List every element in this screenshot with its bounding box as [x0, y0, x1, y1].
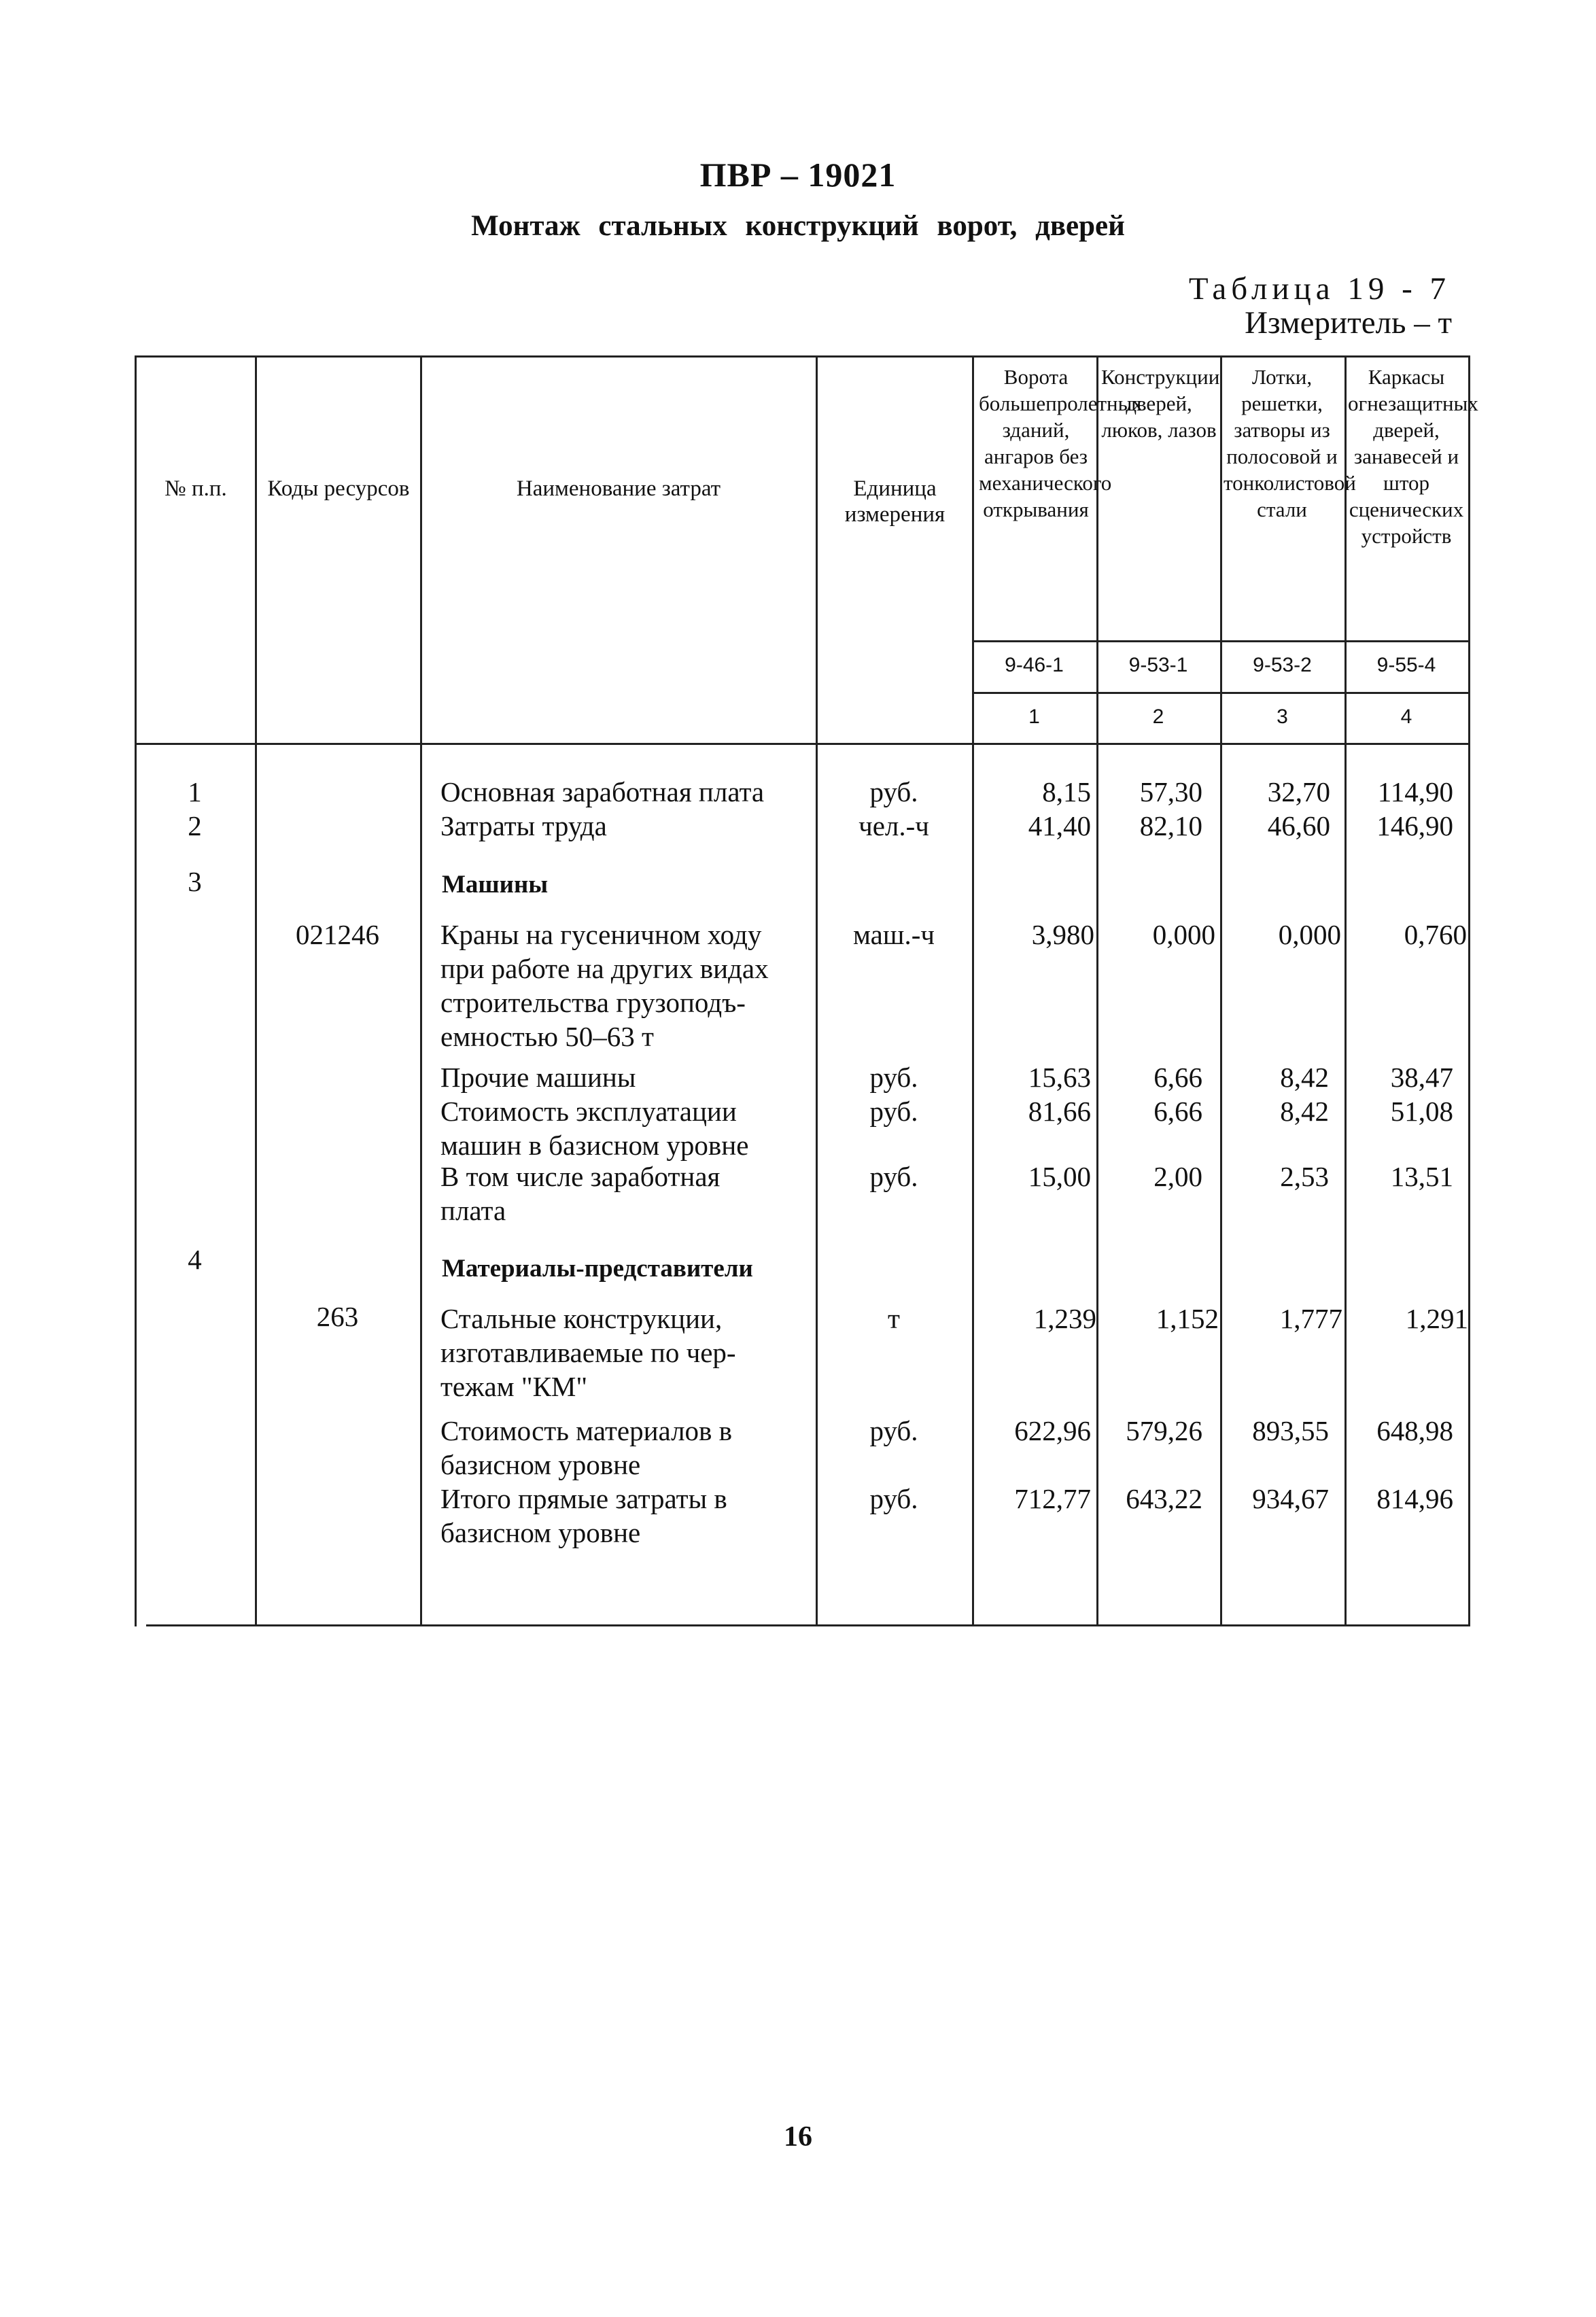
header-col-3-code: 9-53-2	[1253, 654, 1312, 676]
machine-wage-name-line-1: В том числе заработная	[440, 1161, 721, 1192]
steel-unit: т	[888, 1303, 900, 1334]
crane-name	[440, 918, 821, 1053]
table-top-border	[135, 355, 1470, 358]
row-2-unit: чел.-ч	[858, 810, 929, 841]
header-num: № п.п.	[164, 476, 227, 501]
header-col-4-title: Каркасы огнезащитных дверей, занавесей и штор сценических устройств	[1348, 365, 1478, 548]
other-machines-val-3: 8,42	[1280, 1062, 1329, 1093]
section-materials: Материалы-представители	[442, 1255, 753, 1283]
machine-wage-val-2: 2,00	[1153, 1161, 1202, 1192]
header-col-4-index: 4	[1400, 705, 1412, 728]
machine-cost-val-1: 81,66	[1028, 1096, 1091, 1127]
steel-name-line-3: тежам "КМ"	[440, 1371, 588, 1402]
other-machines-val-1: 15,63	[1028, 1062, 1091, 1093]
header-col-1-title: Ворота большепролетных зданий, ангаров без механического открывания	[979, 365, 1143, 521]
crane-val-2: 0,000	[1152, 919, 1215, 950]
other-machines-name: Прочие машины	[440, 1062, 636, 1093]
header-col-3-title: Лотки, решетки, затворы из полосовой и тонколистовой стали	[1224, 365, 1356, 521]
materials-cost-val-2: 579,26	[1126, 1415, 1202, 1446]
crane-name-line-3: строительства грузоподъ-	[440, 987, 746, 1018]
crane-name-line-2: при работе на других видах	[440, 953, 769, 984]
crane-val-3: 0,000	[1278, 919, 1341, 950]
machine-wage-name-line-2: плата	[440, 1195, 506, 1226]
crane-unit: маш.-ч	[853, 919, 935, 950]
steel-val-2: 1,152	[1156, 1303, 1219, 1334]
row-2-val-2: 82,10	[1139, 810, 1202, 841]
header-col-2-index: 2	[1152, 705, 1164, 728]
steel-val-4: 1,291	[1405, 1303, 1468, 1334]
col-border-codes	[420, 355, 422, 1626]
row-1-unit: руб.	[869, 776, 918, 807]
header-col-3-index: 3	[1277, 705, 1288, 728]
other-machines-val-4: 38,47	[1390, 1062, 1453, 1093]
total-direct-cost-val-4: 814,96	[1376, 1483, 1453, 1514]
total-direct-cost-val-1: 712,77	[1014, 1483, 1091, 1514]
document-code: ПВР – 19021	[699, 156, 897, 194]
row-2-num: 2	[188, 810, 202, 841]
header-unit: Единица измерения	[844, 476, 946, 527]
materials-cost-name-line-2: базисном уровне	[440, 1449, 641, 1480]
page-number: 16	[784, 2121, 812, 2153]
section-machines: Машины	[442, 871, 549, 899]
machine-cost-name-line-1: Стоимость эксплуатации	[440, 1096, 737, 1127]
total-direct-cost-name-line-1: Итого прямые затраты в	[440, 1483, 727, 1514]
machine-cost-val-3: 8,42	[1280, 1096, 1329, 1127]
row-1-val-1: 8,15	[1042, 776, 1091, 807]
table-number: Таблица 19 - 7	[1188, 271, 1451, 307]
machine-cost-name	[440, 1094, 808, 1162]
row-1-val-4: 114,90	[1377, 776, 1453, 807]
row-2-val-1: 41,40	[1028, 810, 1091, 841]
materials-cost-name	[440, 1414, 808, 1482]
total-direct-cost-unit: руб.	[869, 1483, 918, 1514]
row-1-val-3: 32,70	[1267, 776, 1330, 807]
row-1-name: Основная заработная плата	[440, 776, 765, 807]
col-border-right	[1468, 355, 1470, 1626]
machine-wage-val-1: 15,00	[1028, 1161, 1091, 1192]
document-title: Монтаж стальных конструкций ворот, дверей	[471, 210, 1125, 242]
row-2-name: Затраты труда	[440, 810, 607, 841]
row-1-num: 1	[188, 776, 202, 807]
machine-wage-val-3: 2,53	[1280, 1161, 1329, 1192]
materials-cost-val-4: 648,98	[1376, 1415, 1453, 1446]
steel-code: 263	[316, 1301, 359, 1332]
materials-cost-val-3: 893,55	[1252, 1415, 1329, 1446]
materials-cost-name-line-1: Стоимость материалов в	[440, 1415, 732, 1446]
header-col-4-code: 9-55-4	[1376, 654, 1436, 676]
total-direct-cost-name	[440, 1482, 808, 1550]
steel-name-line-2: изготавливаемые по чер-	[440, 1337, 736, 1368]
other-machines-val-2: 6,66	[1153, 1062, 1202, 1093]
col-border-left	[135, 355, 137, 1626]
steel-val-3: 1,777	[1279, 1303, 1342, 1334]
crane-val-4: 0,760	[1404, 919, 1467, 950]
machine-cost-name-line-2: машин в базисном уровне	[440, 1130, 749, 1161]
header-col-2-title: Конструкции дверей, люков, лазов	[1101, 365, 1220, 442]
col-border-num	[255, 355, 257, 1626]
header-name: Наименование затрат	[516, 476, 721, 501]
header-col-2-code: 9-53-1	[1128, 654, 1188, 676]
table-bottom-border	[146, 1624, 1470, 1626]
total-direct-cost-name-line-2: базисном уровне	[440, 1517, 641, 1548]
materials-cost-unit: руб.	[869, 1415, 918, 1446]
crane-name-line-4: емностью 50–63 т	[440, 1021, 654, 1052]
materials-cost-val-1: 622,96	[1014, 1415, 1091, 1446]
crane-code: 021246	[296, 919, 379, 950]
header-col-1-code: 9-46-1	[1005, 654, 1064, 676]
total-direct-cost-val-3: 934,67	[1252, 1483, 1329, 1514]
machine-wage-val-4: 13,51	[1390, 1161, 1453, 1192]
other-machines-unit: руб.	[869, 1062, 918, 1093]
measure-unit: Измеритель – т	[1245, 305, 1452, 341]
machine-cost-unit: руб.	[869, 1096, 918, 1127]
header-codes: Коды ресурсов	[267, 476, 410, 501]
steel-name-line-1: Стальные конструкции,	[440, 1303, 723, 1334]
row-2-val-4: 146,90	[1376, 810, 1453, 841]
machine-wage-unit: руб.	[869, 1161, 918, 1192]
row-3-num: 3	[188, 866, 202, 897]
machine-cost-val-2: 6,66	[1153, 1096, 1202, 1127]
machine-wage-name	[440, 1160, 808, 1227]
crane-name-line-1: Краны на гусеничном ходу	[440, 919, 762, 950]
steel-val-1: 1,239	[1033, 1303, 1096, 1334]
machine-cost-val-4: 51,08	[1390, 1096, 1453, 1127]
row-2-val-3: 46,60	[1267, 810, 1330, 841]
total-direct-cost-val-2: 643,22	[1126, 1483, 1202, 1514]
row-4-num: 4	[188, 1244, 202, 1275]
header-bottom-border	[135, 743, 1470, 745]
row-1-val-2: 57,30	[1139, 776, 1202, 807]
crane-val-1: 3,980	[1031, 919, 1094, 950]
steel-name	[440, 1302, 808, 1404]
header-col-1-index: 1	[1028, 705, 1040, 728]
